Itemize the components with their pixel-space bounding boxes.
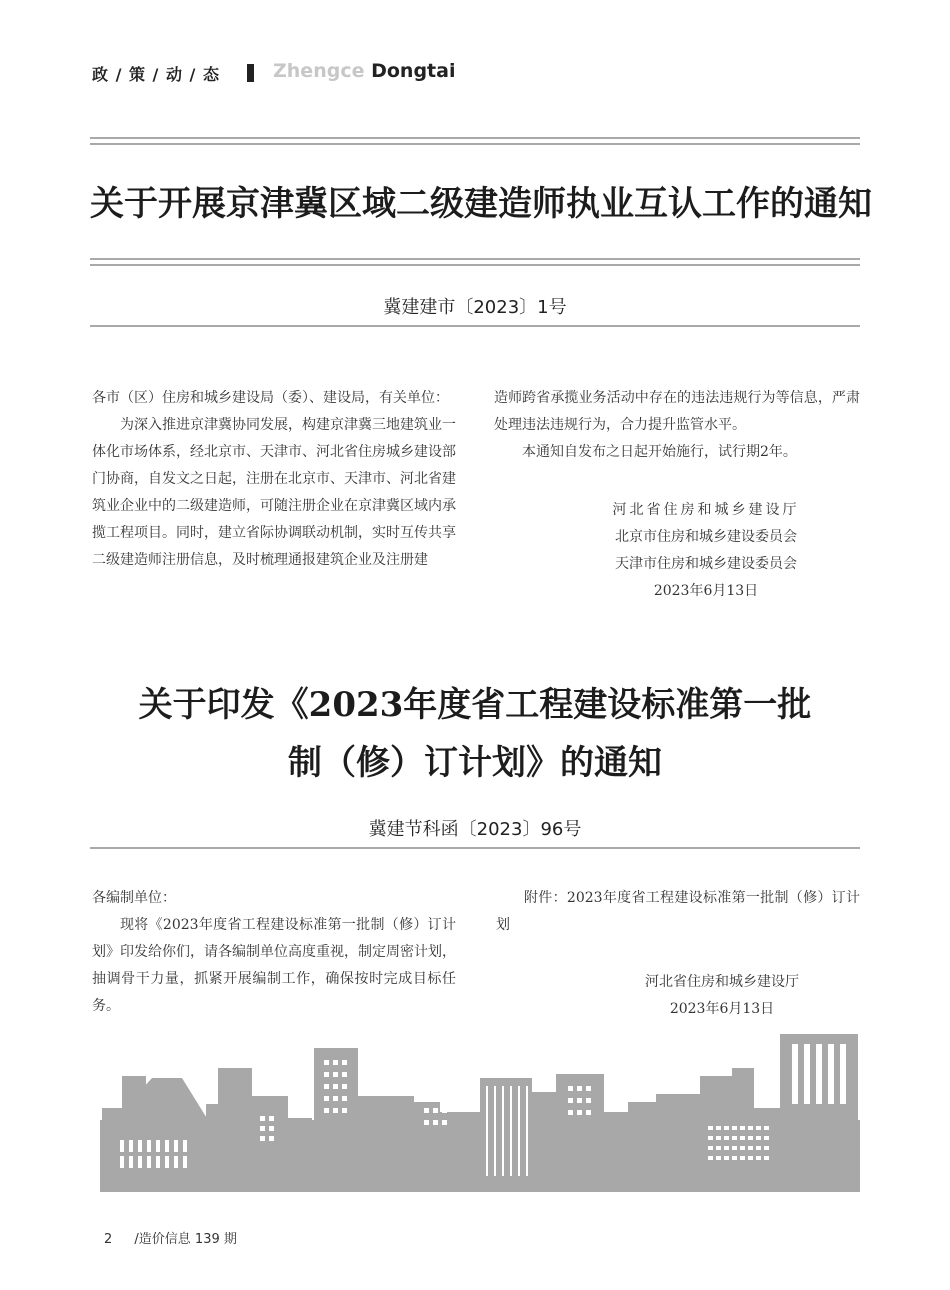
notice2-title-line2: 制（修）订计划》的通知 xyxy=(288,743,662,783)
notice2-doc-number: 冀建节科函〔2023〕96号 xyxy=(368,819,582,840)
notice1-title-rule xyxy=(90,258,860,266)
notice2-title xyxy=(90,676,860,792)
section-title-zh: 政 / 策 / 动 / 态 xyxy=(92,65,220,84)
section-title-en-dark: Dongtai xyxy=(371,60,456,82)
notice2-attachment: 附件：2023年度省工程建设标准第一批制（修）订计划 xyxy=(496,890,860,933)
notice1-title: 关于开展京津冀区域二级建造师执业互认工作的通知 xyxy=(90,184,872,224)
notice1-signature-block xyxy=(578,497,834,605)
notice1-signatory: 河北省住房和城乡建设厅 xyxy=(612,502,800,518)
notice2-right-column xyxy=(496,885,860,939)
city-skyline-illustration xyxy=(100,1030,860,1192)
notice1-body-right: 造师跨省承揽业务活动中存在的违法违规行为等信息，严肃处理违法违规行为，合力提升监管水平。 xyxy=(494,390,860,433)
notice2-salutation: 各编制单位： xyxy=(92,890,176,906)
notice2-signatory: 河北省住房和城乡建设厅 xyxy=(645,974,799,990)
notice1-docno-rule xyxy=(90,325,860,327)
notice1-signatory: 北京市住房和城乡建设委员会 xyxy=(615,529,797,545)
section-title-en xyxy=(273,60,455,82)
notice1-doc-number: 冀建建市〔2023〕1号 xyxy=(383,297,567,318)
notice2-date: 2023年6月13日 xyxy=(669,1001,775,1017)
notice1-body-left: 为深入推进京津冀协同发展，构建京津冀三地建筑业一体化市场体系，经北京市、天津市、河北省住房城乡建设部门协商，自发文之日起，注册在北京市、天津市、河北省建筑业企业中的二级建造师，可随注册企业在京津冀区域内承揽工程项目。同时，建立省际协调联动机制，实时互传共享二级建造师注册信息，及时梳理通报建筑企业及注册建 xyxy=(92,417,456,568)
notice1-signatory: 天津市住房和城乡建设委员会 xyxy=(615,556,797,572)
notice2-title-line1: 关于印发《2023年度省工程建设标准第一批 xyxy=(138,685,812,725)
notice2-left-column xyxy=(92,885,456,1020)
notice1-date: 2023年6月13日 xyxy=(653,583,759,599)
notice2-body: 现将《2023年度省工程建设标准第一批制（修）订计划》印发给你们，请各编制单位高度重视，制定周密计划，抽调骨干力量，抓紧开展编制工作，确保按时完成目标任务。 xyxy=(92,917,456,1014)
notice1-salutation: 各市（区）住房和城乡建设局（委）、建设局，有关单位： xyxy=(92,390,449,406)
notice1-effective: 本通知自发布之日起开始施行，试行期2年。 xyxy=(522,444,797,460)
notice2-docno-rule xyxy=(90,847,860,849)
notice1-right-column xyxy=(494,385,860,466)
notice2-signature-block xyxy=(610,969,834,1023)
section-divider-bar xyxy=(247,64,254,82)
publication-name: /造价信息 139 期 xyxy=(134,1232,237,1247)
page-footer xyxy=(104,1228,237,1247)
page-number: 2 xyxy=(104,1232,113,1247)
notice1-left-column xyxy=(92,385,456,574)
section-title-en-light: Zhengce xyxy=(273,60,365,82)
rule-top xyxy=(90,137,860,145)
